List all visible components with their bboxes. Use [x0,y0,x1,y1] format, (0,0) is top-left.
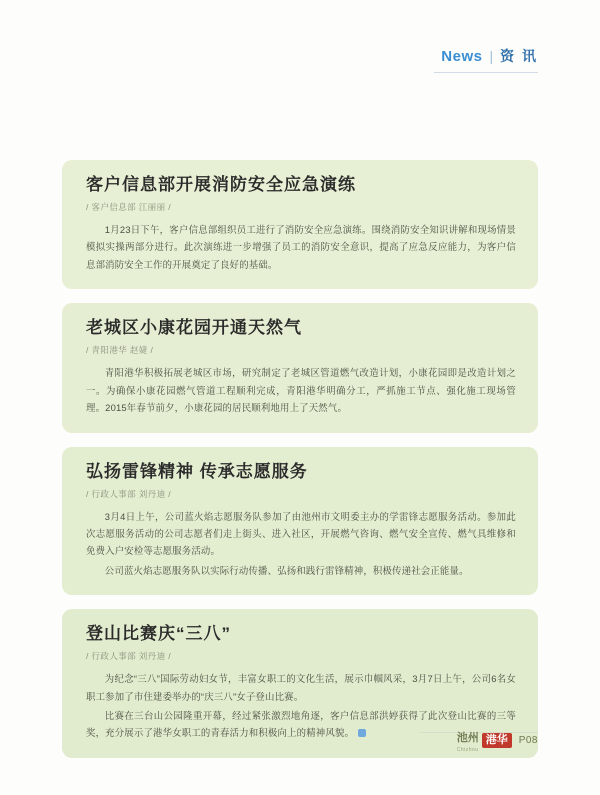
article-paragraph-with-endmark [86,707,516,742]
article-end-mark-icon [358,729,366,737]
article-byline: / 行政人事部 刘丹迪 / [86,488,172,499]
page-footer [457,728,538,753]
header-rule [434,72,538,73]
article-paragraph: 青阳港华积极拓展老城区市场，研究制定了老城区管道燃气改造计划，小康花园即是改造计划之一。为确保小康花园燃气管道工程顺利完成，青阳港华明确分工，严抓施工节点、强化施工现场管理。2015年春节前夕，小康花园的居民顺利地用上了天然气。 [86,367,516,414]
article-paragraph: 3月4日上午，公司蓝火焰志愿服务队参加了由池州市文明委主办的学雷锋志愿服务活动。参加此次志愿服务活动的公司志愿者们走上街头、进入社区，开展燃气咨询、燃气安全宣传、燃气具维修和免费入户安检等志愿服务活动。 [86,510,516,557]
publisher-logo [457,728,512,753]
article-paragraph: 公司蓝火焰志愿服务队以实际行动传播、弘扬和践行雷锋精神，积极传递社会正能量。 [104,564,469,576]
article-title: 客户信息部开展消防安全应急演练 [86,175,356,194]
article-list [62,160,538,772]
header-cn-label: 资 讯 [500,48,538,64]
article-paragraph-text: 比赛在三台山公园隆重开幕，经过紧张激烈地角逐，客户信息部洪婷获得了此次登山比赛的三等奖，充分展示了港华女职工的青春活力和积极向上的精神风貌。 [86,710,516,739]
article-byline: / 青阳港华 赵婕 / [86,345,154,356]
article-card [62,160,538,289]
header-divider: | [489,48,494,64]
logo-chinese-name: 池州 [456,732,479,744]
article-title: 老城区小康花园开通天然气 [86,318,302,338]
page-header [441,46,538,66]
article-byline: / 客户信息部 江丽丽 / [86,202,172,213]
header-news-label: News [441,48,483,65]
logo-pinyin: Chizhou [456,747,479,753]
article-title: 弘扬雷锋精神 传承志愿服务 [86,461,308,481]
article-card [62,303,538,432]
page-number: P08 [518,735,538,746]
article-paragraph: 为纪念“三八”国际劳动妇女节，丰富女职工的文化生活，展示巾帼风采，3月7日上午，公司6名女职工参加了市住建委举办的“庆三八”女子登山比赛。 [86,673,516,702]
article-byline: / 行政人事部 刘丹迪 / [86,651,172,662]
article-card [62,447,538,596]
logo-mark-icon: 港华 [482,733,512,748]
article-paragraph: 1月23日下午，客户信息部组织员工进行了消防安全应急演练。围绕消防安全知识讲解和现场情景模拟实操两部分进行。此次演练进一步增强了员工的消防安全意识，提高了应急反应能力，为客户信息部消防安全工作的开展奠定了良好的基础。 [86,224,516,270]
article-title: 登山比赛庆“三八” [86,624,231,644]
